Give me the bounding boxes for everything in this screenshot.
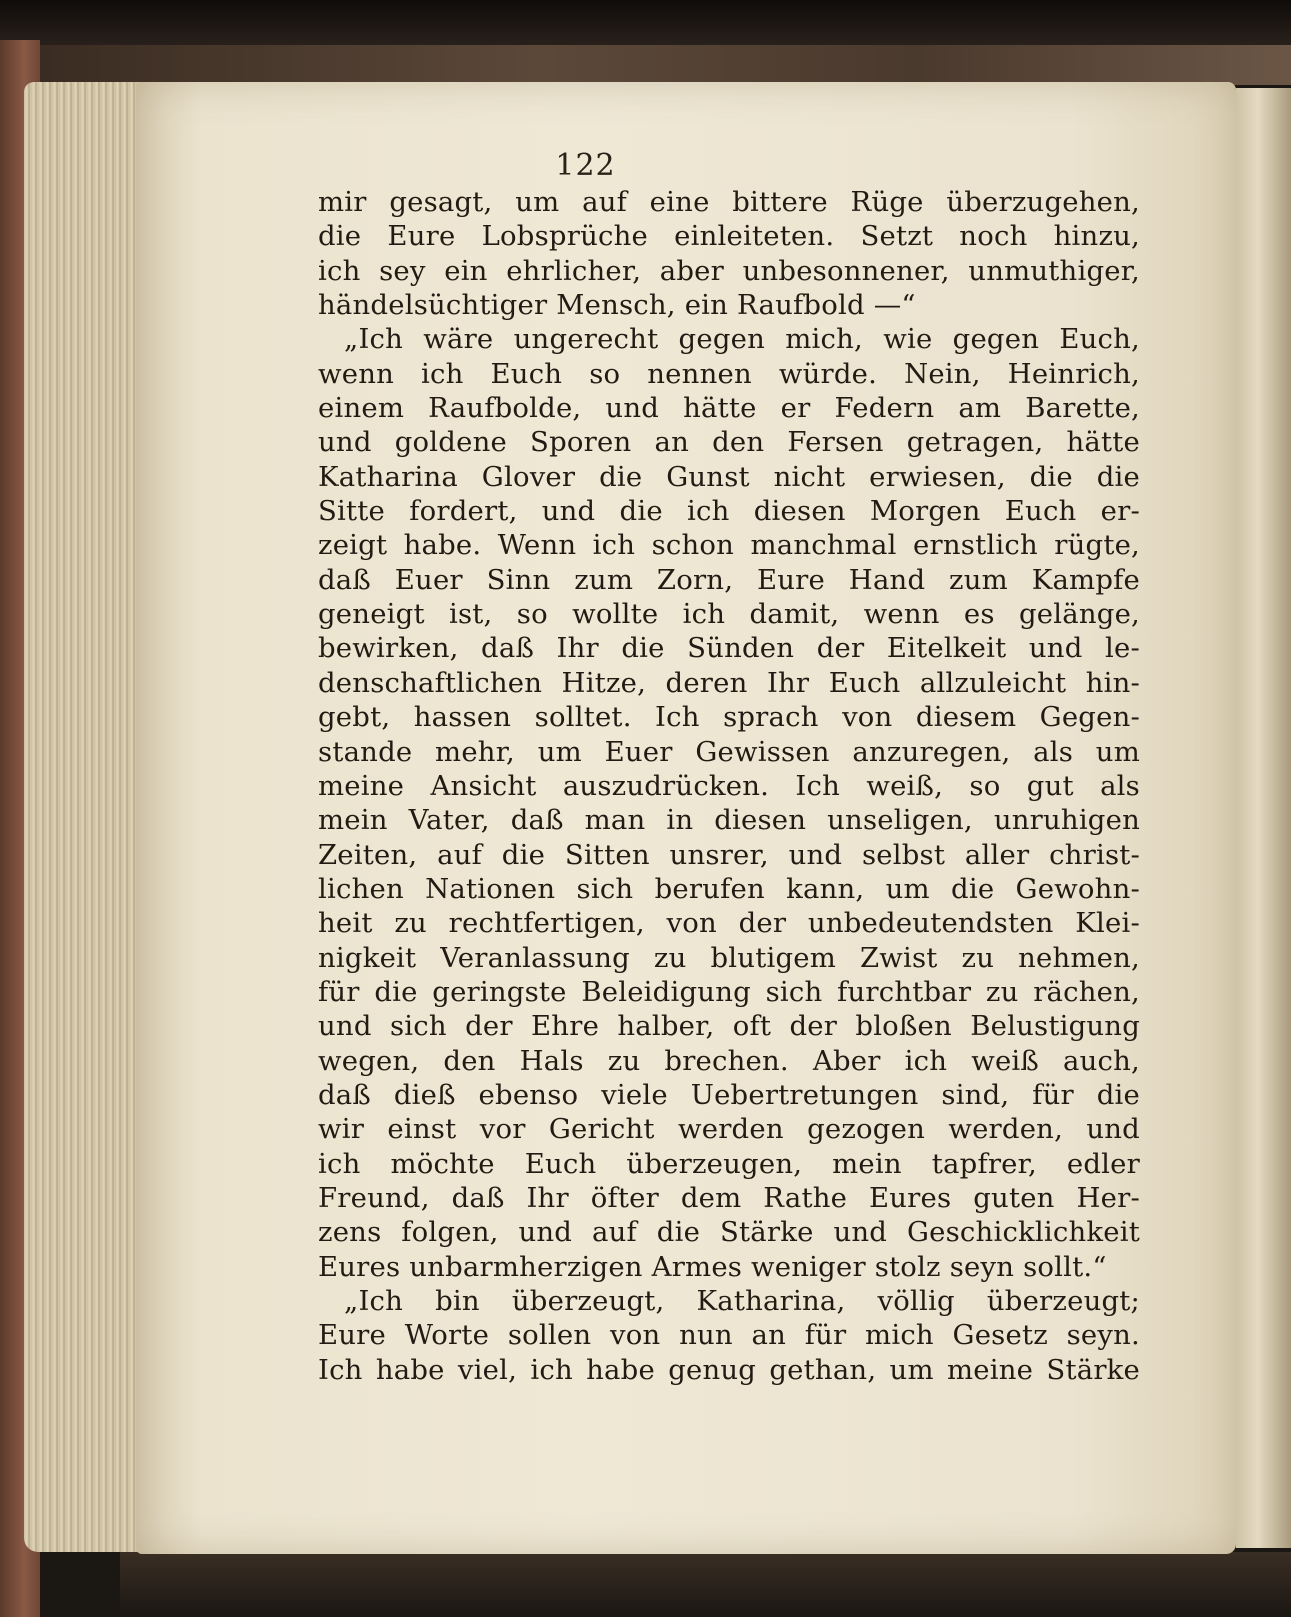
- text-line: meine Ansicht auszudrücken. Ich weiß, so gut als: [318, 769, 1140, 802]
- book-headband: [40, 45, 1291, 85]
- text-line: und sich der Ehre halber, oft der bloßen Belustigung: [318, 1010, 1140, 1043]
- text-line: „Ich bin überzeugt, Katharina, völlig überzeugt;: [344, 1285, 1140, 1317]
- text-line: zens folgen, und auf die Stärke und Geschicklichkeit: [318, 1216, 1140, 1249]
- text-line: mein Vater, daß man in diesen unseligen, unruhigen: [318, 804, 1140, 837]
- text-line: nigkeit Veranlassung zu blutigem Zwist zu nehmen,: [318, 941, 1140, 974]
- body-text: [318, 185, 1140, 1387]
- text-line: händelsüchtiger Mensch, ein Raufbold —“: [318, 289, 916, 322]
- text-line: bewirken, daß Ihr die Sünden der Eitelkeit und le-: [318, 632, 1140, 665]
- text-line: Sitte fordert, und die ich diesen Morgen Euch er-: [318, 495, 1140, 528]
- text-line: Eure Worte sollen von nun an für mich Gesetz seyn.: [318, 1319, 1140, 1352]
- page-number: 122: [555, 148, 616, 183]
- text-line: wir einst vor Gericht werden gezogen werden, und: [318, 1113, 1140, 1146]
- text-line: gebt, hassen solltet. Ich sprach von diesem Gegen-: [318, 701, 1140, 734]
- text-line: denschaftlichen Hitze, deren Ihr Euch allzuleicht hin-: [318, 666, 1140, 699]
- text-line: mir gesagt, um auf eine bittere Rüge überzugehen,: [318, 186, 1140, 218]
- text-line: lichen Nationen sich berufen kann, um die Gewohn-: [318, 872, 1140, 905]
- page-edges: [24, 82, 144, 1552]
- text-line: Eures unbarmherzigen Armes weniger stolz seyn sollt.“: [318, 1250, 1107, 1283]
- bottom-shadow: [120, 1552, 1291, 1617]
- text-line: geneigt ist, so wollte ich damit, wenn es gelänge,: [318, 598, 1140, 631]
- text-line: „Ich wäre ungerecht gegen mich, wie gegen Euch,: [344, 323, 1140, 356]
- text-line: Freund, daß Ihr öfter dem Rathe Eures guten Her-: [318, 1181, 1140, 1214]
- text-line: zeigt habe. Wenn ich schon manchmal ernstlich rügte,: [318, 529, 1140, 562]
- text-line: ich möchte Euch überzeugen, mein tapfrer, edler: [318, 1147, 1140, 1180]
- text-line: stande mehr, um Euer Gewissen anzuregen, als um: [318, 735, 1140, 768]
- facing-page-edge: [1236, 88, 1291, 1548]
- text-line: die Eure Lobsprüche einleiteten. Setzt noch hinzu,: [318, 220, 1140, 253]
- text-line: daß dieß ebenso viele Uebertretungen sind, für die: [318, 1078, 1140, 1111]
- text-line: für die geringste Beleidigung sich furchtbar zu rächen,: [318, 975, 1140, 1008]
- text-line: ich sey ein ehrlicher, aber unbesonnener, unmuthiger,: [318, 254, 1140, 287]
- text-line: wegen, den Hals zu brechen. Aber ich weiß auch,: [318, 1044, 1140, 1077]
- text-line: wenn ich Euch so nennen würde. Nein, Heinrich,: [318, 357, 1140, 390]
- text-line: und goldene Sporen an den Fersen getragen, hätte: [318, 426, 1140, 459]
- book-cover-top: [0, 0, 1291, 48]
- text-line: heit zu rechtfertigen, von der unbedeutendsten Klei-: [318, 907, 1140, 940]
- text-line: daß Euer Sinn zum Zorn, Eure Hand zum Kampfe: [318, 563, 1140, 596]
- text-line: Katharina Glover die Gunst nicht erwiesen, die die: [318, 460, 1140, 493]
- text-line: Ich habe viel, ich habe genug gethan, um meine Stärke: [318, 1353, 1140, 1386]
- text-line: Zeiten, auf die Sitten unsrer, und selbst aller christ-: [318, 838, 1140, 871]
- text-line: einem Raufbolde, und hätte er Federn am Barette,: [318, 392, 1140, 425]
